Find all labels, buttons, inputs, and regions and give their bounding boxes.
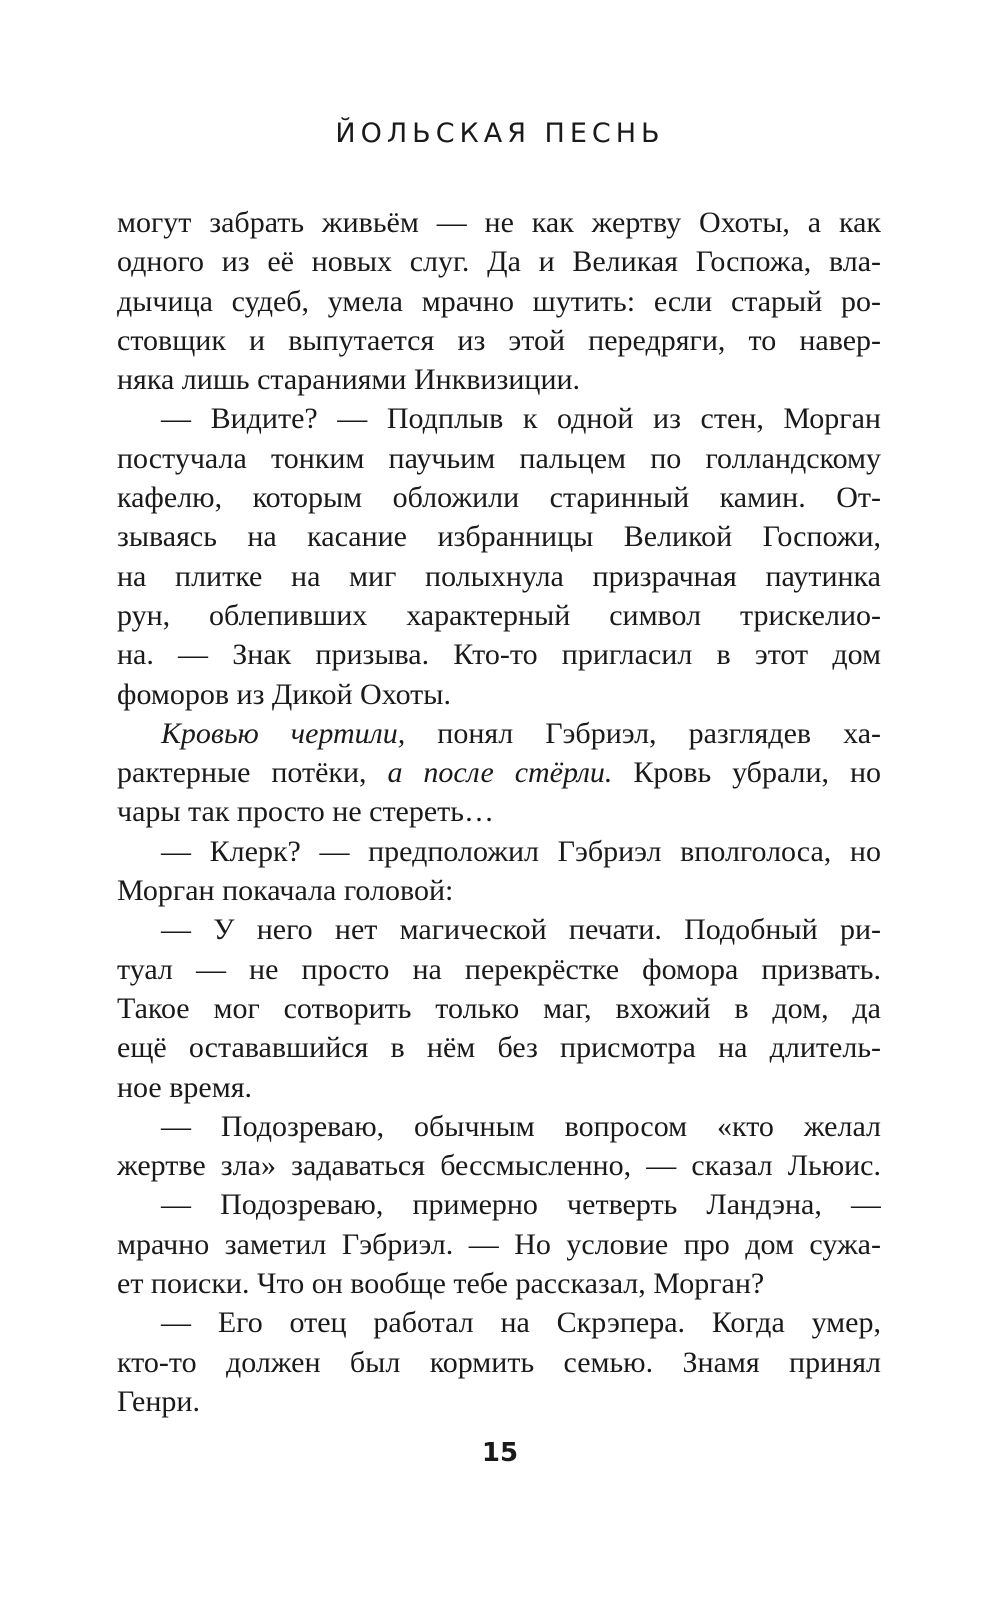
- page-number: 15: [481, 1438, 519, 1468]
- text-line: кафелю, которым обложили старинный камин. От-: [117, 481, 881, 515]
- text-line: Морган покачала головой:: [117, 874, 454, 908]
- text-line: одного из её новых слуг. Да и Великая Госпожа, вла-: [117, 245, 881, 279]
- body-text: [117, 203, 881, 1421]
- italic-run: Кровью чертили,: [161, 716, 406, 750]
- text-line: — Подозреваю, обычным вопросом «кто желал: [161, 1109, 881, 1143]
- text-line: постучала тонким паучьим пальцем по голландскому: [117, 441, 881, 475]
- text-line: рун, облепивших характерный символ трискелио-: [117, 598, 881, 632]
- text-line: фоморов из Дикой Охоты.: [117, 677, 451, 711]
- text-line: на. — Знак призыва. Кто-то пригласил в этот дом: [117, 638, 881, 672]
- text-line: ное время.: [117, 1070, 252, 1104]
- text-line: чары так просто не стереть…: [117, 795, 494, 829]
- text-line: ет поиски. Что он вообще тебе рассказал, Морган?: [117, 1267, 765, 1301]
- text-line: туал — не просто на перекрёстке фомора призвать.: [117, 952, 881, 986]
- italic-run: а после стёрли.: [387, 756, 613, 790]
- text-line: стовщик и выпутается из этой передряги, то навер-: [117, 323, 881, 357]
- text-run: рактерные потёки,: [117, 756, 388, 790]
- text-line: [117, 714, 881, 753]
- text-line: зываясь на касание избранницы Великой Госпожи,: [117, 520, 881, 554]
- text-line: ещё остававшийся в нём без присмотра на длитель-: [117, 1031, 881, 1065]
- text-line: — Клерк? — предположил Гэбриэл вполголоса, но: [161, 834, 881, 868]
- text-line: могут забрать живьём — не как жертву Охоты, а как: [117, 206, 881, 239]
- text-run: Кровь убрали, но: [612, 756, 881, 790]
- text-line: мрачно заметил Гэбриэл. — Но условие про дом сужа-: [117, 1227, 881, 1261]
- text-line: няка лишь стараниями Инквизиции.: [117, 363, 581, 397]
- text-line: [117, 753, 881, 792]
- text-line: кто-то должен был кормить семью. Знамя принял: [117, 1345, 881, 1379]
- text-line: Генри.: [117, 1384, 200, 1418]
- text-line: — Подозреваю, примерно четверть Ландэна, —: [161, 1188, 881, 1222]
- text-run: понял Гэбриэл, разглядев ха-: [405, 716, 881, 750]
- text-line: на плитке на миг полыхнула призрачная паутинка: [117, 559, 881, 593]
- running-head: ЙОЛЬСКАЯ ПЕСНЬ: [335, 118, 665, 149]
- text-line: — Видите? — Подплыв к одной из стен, Морган: [161, 402, 881, 436]
- text-line: — У него нет магической печати. Подобный ри-: [161, 913, 881, 947]
- text-line: — Его отец работал на Скрэпера. Когда умер,: [161, 1306, 881, 1340]
- text-line: Такое мог сотворить только маг, вхожий в дом, да: [117, 991, 881, 1025]
- text-line: дычица судеб, умела мрачно шутить: если старый ро-: [117, 284, 881, 318]
- text-line: жертве зла» задаваться бессмысленно, — сказал Льюис.: [117, 1149, 881, 1183]
